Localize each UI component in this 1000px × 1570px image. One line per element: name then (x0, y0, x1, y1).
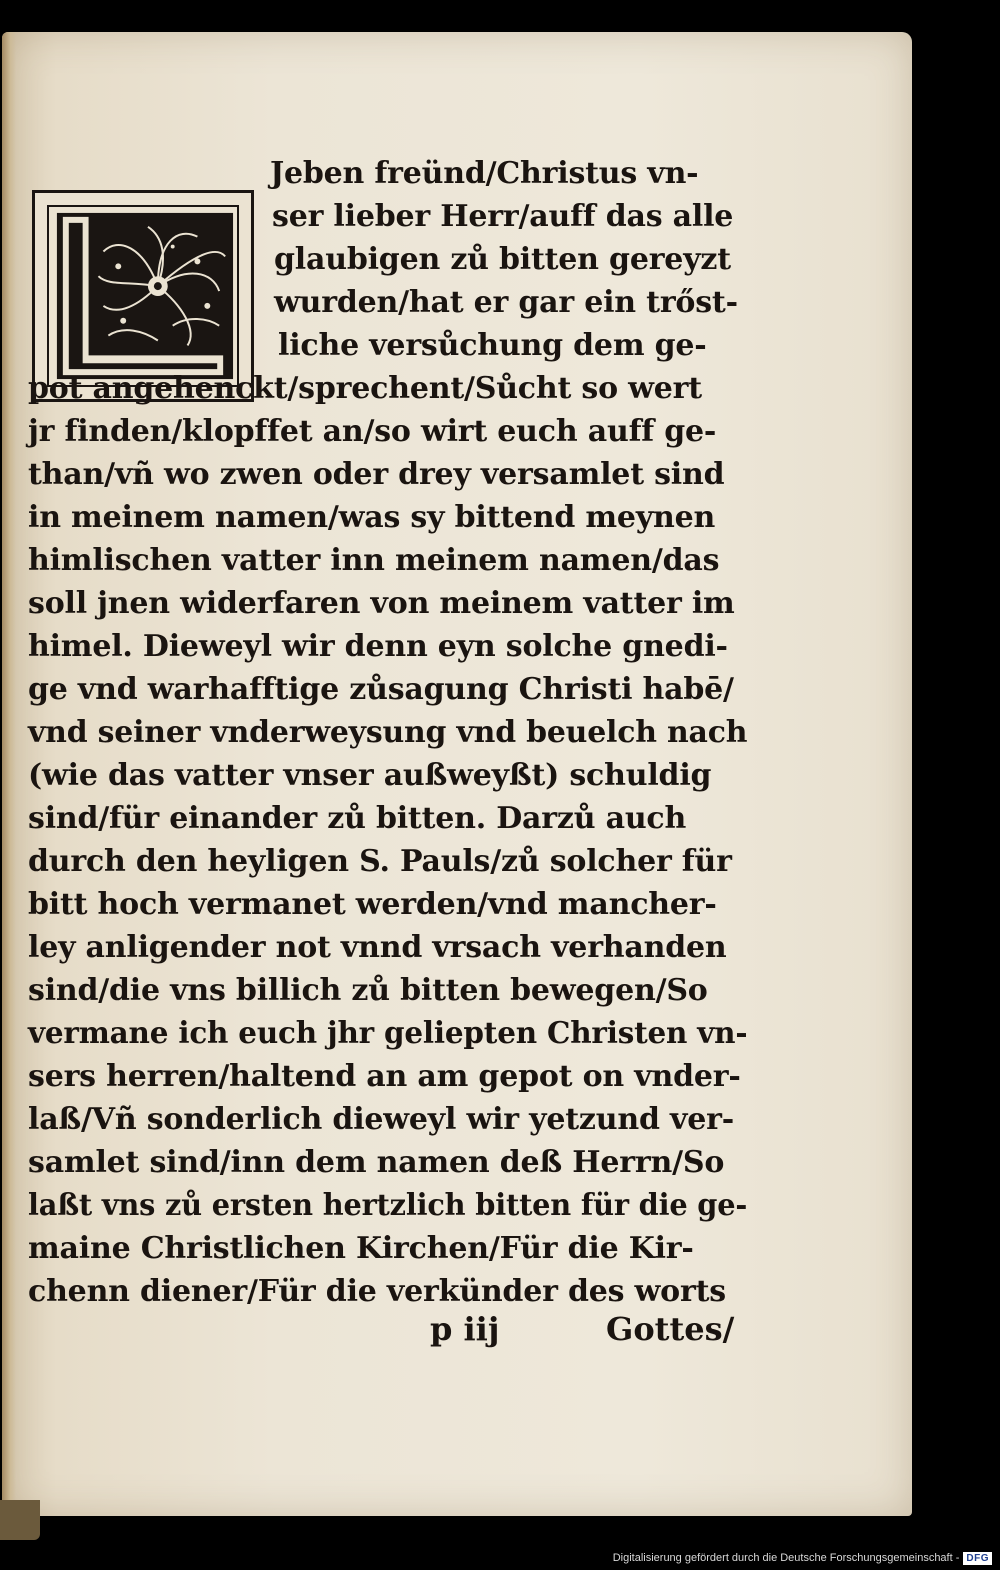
text-line-23: laß/Vñ sonderlich dieweyl wir yetzund ver- (28, 1102, 734, 1137)
text-line-11: soll jnen widerfaren von meinem vatter im (28, 586, 735, 621)
initial-letter-ornament (49, 207, 237, 385)
text-line-12: himel. Dieweyl wir denn eyn solche gnedi- (28, 629, 728, 664)
book-page (2, 32, 912, 1516)
dfg-logo: DFG (963, 1552, 992, 1565)
text-line-3: glaubigen zů bitten gereyzt (274, 242, 731, 277)
text-line-4: wurden/hat er gar ein trőst- (274, 285, 738, 320)
text-line-24: samlet sind/inn dem namen deß Herrn/So (28, 1145, 725, 1180)
text-line-20: sind/die vns billich zů bitten bewegen/So (28, 973, 708, 1008)
footer-credit (613, 1549, 992, 1567)
text-line-16: sind/für einander zů bitten. Darzů auch (28, 801, 687, 836)
signature-mark: p iij (430, 1310, 500, 1348)
text-line-27: chenn diener/Für die verkünder des worts (28, 1274, 726, 1309)
text-line-17: durch den heyligen S. Pauls/zů solcher für (28, 844, 732, 879)
text-line-5: liche versůchung dem ge- (278, 328, 707, 363)
text-line-6: pot angehenckt/sprechent/Sůcht so wert (28, 371, 702, 406)
text-line-1: Jeben freünd/Christus vn- (270, 156, 699, 191)
text-line-10: himlischen vatter inn meinem namen/das (28, 543, 720, 578)
text-line-15: (wie das vatter vnser außweyßt) schuldig (28, 758, 712, 793)
text-line-25: laßt vns zů ersten hertzlich bitten für die ge- (28, 1188, 748, 1223)
text-line-19: ley anligender not vnnd vrsach verhanden (28, 930, 727, 965)
catchword: Gottes/ (606, 1310, 735, 1348)
footer-credit-text: Digitalisierung gefördert durch die Deutsche Forschungsgemeinschaft - (612, 1552, 960, 1564)
page-edge (2, 32, 16, 1516)
text-line-21: vermane ich euch jhr geliepten Christen vn- (28, 1016, 748, 1051)
text-line-2: ser lieber Herr/auff das alle (272, 199, 734, 234)
text-line-26: maine Christlichen Kirchen/Für die Kir- (28, 1231, 694, 1266)
text-line-14: vnd seiner vnderweysung vnd beuelch nach (28, 715, 748, 750)
binding-corner (0, 1500, 40, 1540)
text-line-9: in meinem namen/was sy bittend meynen (28, 500, 716, 535)
text-line-18: bitt hoch vermanet werden/vnd mancher- (28, 887, 717, 922)
text-line-8: than/vñ wo zwen oder drey versamlet sind (28, 457, 725, 492)
text-line-7: jr finden/klopffet an/so wirt euch auff ge- (28, 414, 717, 449)
decorated-initial (47, 205, 239, 387)
text-line-22: sers herren/haltend an am gepot on vnder- (28, 1059, 741, 1094)
text-line-13: ge vnd warhafftige zůsagung Christi habē/ (28, 672, 734, 707)
